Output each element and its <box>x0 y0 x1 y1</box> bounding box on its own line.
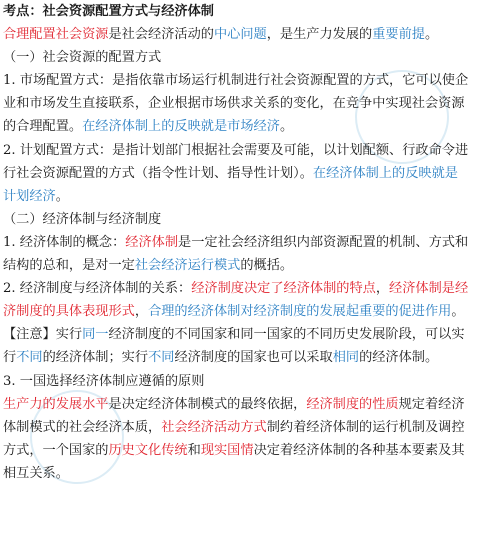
highlight-text: 济制度的具体表现形式 <box>3 304 135 320</box>
highlight-text: 不同 <box>148 350 175 366</box>
highlight-text: 在经济体制上的反映就是市场经济 <box>82 119 280 135</box>
plan-line: 2. 计划配置方式：是指计划部门根据社会需要及可能，以计划配额、行政命令进 <box>3 142 469 158</box>
text: 规定着经济 <box>398 396 465 412</box>
highlight-text: 经济制度的性质 <box>306 396 399 412</box>
text: 行 <box>3 350 17 366</box>
section-heading: （一）社会资源的配置方式 <box>3 50 162 66</box>
text: 。 <box>55 188 69 204</box>
highlight-text: 不同 <box>16 350 43 366</box>
note-line <box>3 323 485 346</box>
text: 结构的总和，是对一定 <box>3 258 135 274</box>
highlight-text: 重要前提 <box>372 27 425 43</box>
text: 制约着经济体制的运行机制及调控 <box>266 419 465 435</box>
principle-line <box>3 416 485 439</box>
text: 。 <box>425 27 439 43</box>
text: 【注意】实行 <box>3 327 83 343</box>
principle-line: 相互关系。 <box>3 465 69 481</box>
text: 。 <box>451 304 465 320</box>
principle-line <box>3 439 485 462</box>
principle-line <box>3 393 485 416</box>
text: 的合理配置。 <box>3 119 83 135</box>
text: 。 <box>279 119 294 135</box>
highlight-text: 合理的经济体制对经济制度的发展起重要的促进作用 <box>148 304 452 320</box>
highlight-text: 计划经济 <box>3 188 56 204</box>
text: ， <box>375 281 390 297</box>
market-line <box>3 115 485 138</box>
highlight-text: 经济体制是经 <box>389 281 469 297</box>
principle-heading: 3. 一国选择经济体制应遵循的原则 <box>3 373 205 389</box>
relation-line <box>3 300 485 323</box>
concept-line <box>3 231 485 254</box>
text: 经济制度的国家也可以采取 <box>174 350 333 366</box>
highlight-text: 中心问题 <box>214 27 267 43</box>
highlight-text: 同一 <box>82 327 109 343</box>
page-title: 考点：社会资源配置方式与经济体制 <box>3 4 214 19</box>
text: 1. 经济体制的概念： <box>3 234 126 250</box>
text: 的经济体制；实行 <box>42 350 149 366</box>
relation-line <box>3 277 485 300</box>
plan-line <box>3 162 485 185</box>
text: 和 <box>187 442 201 458</box>
highlight-text: 社会经济运行模式 <box>134 258 241 274</box>
text: 经济制度的不同国家和同一国家的不同历史发展阶段，可以实 <box>108 327 465 343</box>
plan-line <box>3 185 485 208</box>
text: 2. 经济制度与经济体制的关系： <box>3 281 192 297</box>
intro-paragraph <box>3 23 485 46</box>
concept-line <box>3 254 485 277</box>
section-heading: （二）经济体制与经济制度 <box>3 211 162 227</box>
highlight-text: 历史文化传统 <box>108 442 188 458</box>
highlight-text: 生产力的发展水平 <box>3 396 109 412</box>
highlight-text: 社会经济活动方式 <box>161 419 267 435</box>
market-line: 1. 市场配置方式：是指依靠市场运行机制进行社会资源配置的方式，它可以使企 <box>3 73 469 89</box>
text: 是社会经济活动的 <box>108 27 214 43</box>
text: 的概括。 <box>240 258 294 274</box>
text: 是一定社会经济组织内部资源配置的机制、方式和 <box>178 234 469 250</box>
text: ， <box>134 304 149 320</box>
text: 决定着经济体制的各种基本要素及其 <box>253 442 465 458</box>
text: 体制模式的社会经济本质， <box>3 419 162 435</box>
text: ，是生产力发展的 <box>266 27 373 43</box>
highlight-text: 在经济体制上的反映就是 <box>312 165 458 181</box>
market-line: 业和市场发生直接联系，企业根据市场供求关系的变化，在竞争中实现社会资源 <box>3 96 465 112</box>
note-line <box>3 346 485 369</box>
highlight-text: 经济制度决定了经济体制的特点 <box>191 281 376 297</box>
text: 是决定经济体制模式的最终依据， <box>108 396 307 412</box>
highlight-text: 相同 <box>332 350 360 366</box>
text: 行社会资源配置的方式（指令性计划、指导性计划）。 <box>3 165 313 181</box>
highlight-text: 合理配置社会资源 <box>3 27 109 43</box>
text: 的经济体制。 <box>359 350 439 366</box>
document-body <box>3 0 485 485</box>
text: 方式，一个国家的 <box>3 442 109 458</box>
highlight-text: 经济体制 <box>125 234 179 250</box>
highlight-text: 现实国情 <box>200 442 254 458</box>
